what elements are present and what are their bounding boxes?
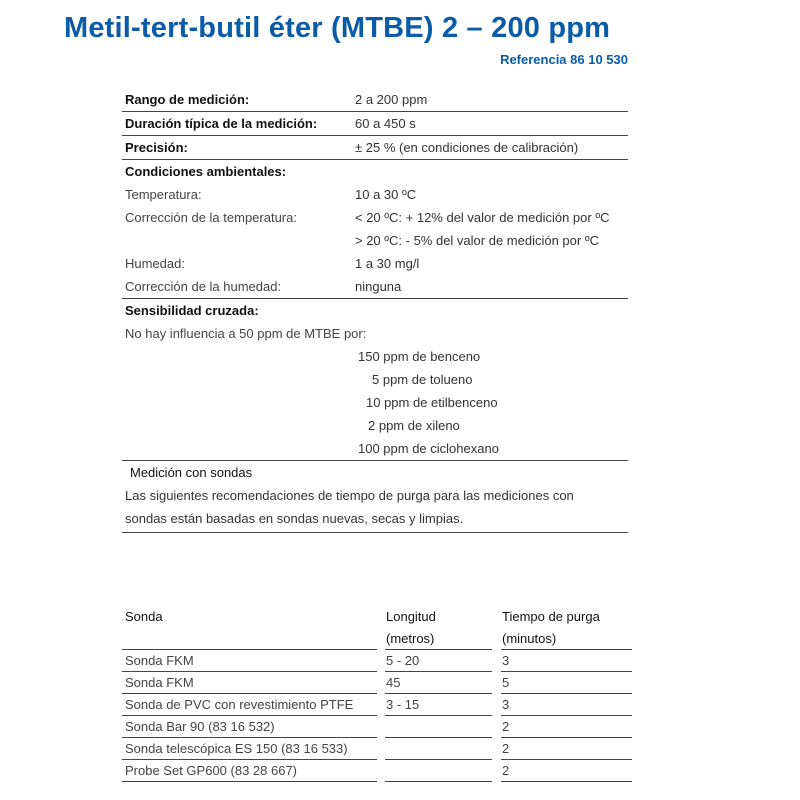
ambient-heading: Condiciones ambientales: [125, 164, 287, 179]
probe-name: Sonda FKM [125, 653, 194, 668]
spec-table [122, 88, 628, 533]
table-row [122, 738, 632, 760]
table-row [122, 672, 632, 694]
header-length-1: Longitud [386, 609, 436, 624]
probe-length: 45 [386, 675, 401, 690]
probe-name: Sonda FKM [125, 675, 194, 690]
spec-row-range [122, 88, 628, 112]
cross-item-text: 10 ppm de etilbenceno [366, 395, 498, 410]
spec-row-humidity-correction [122, 275, 628, 299]
ambient-heading-row [122, 160, 628, 183]
probe-purge: 2 [502, 719, 510, 734]
header-length-2: (metros) [386, 631, 435, 646]
cross-item-text: 2 ppm de xileno [368, 418, 460, 433]
spec-row-duration [122, 112, 628, 136]
table-row [122, 760, 632, 782]
precision-value: ± 25 % (en condiciones de calibración) [355, 140, 579, 155]
cross-item [122, 437, 628, 461]
header-probe: Sonda [125, 609, 163, 624]
reference-number: Referencia 86 10 530 [500, 52, 628, 67]
probe-heading-row [122, 461, 628, 484]
spec-row-temperature [122, 183, 628, 206]
cross-item-text: 150 ppm de benceno [358, 349, 481, 364]
probe-name: Sonda telescópica ES 150 (83 16 533) [125, 741, 348, 756]
precision-label: Precisión: [125, 140, 188, 155]
temp-correction-value-2: > 20 ºC: - 5% del valor de medición por ºC [355, 233, 599, 248]
probe-name: Probe Set GP600 (83 28 667) [125, 763, 298, 778]
cross-item [122, 414, 628, 437]
cross-item-text: 5 ppm de tolueno [372, 372, 473, 387]
cross-heading-row [122, 299, 628, 322]
probe-purge: 5 [502, 675, 510, 690]
probe-length: 5 - 20 [386, 653, 420, 668]
temperature-value: 10 a 30 ºC [355, 187, 417, 202]
probe-name: Sonda Bar 90 (83 16 532) [125, 719, 275, 734]
humidity-value: 1 a 30 mg/l [355, 256, 420, 271]
spec-row-temp-correction [122, 206, 628, 229]
probe-purge: 2 [502, 763, 510, 778]
probe-table [122, 606, 632, 782]
spec-row-temp-correction-2 [122, 229, 628, 252]
cross-intro-row [122, 322, 628, 345]
cross-item [122, 391, 628, 414]
row-rule [501, 781, 632, 782]
humidity-correction-label: Corrección de la humedad: [125, 279, 282, 294]
cross-item-text: 100 ppm de ciclohexano [358, 441, 499, 456]
spec-row-precision [122, 136, 628, 160]
probe-purge: 3 [502, 653, 510, 668]
humidity-label: Humedad: [125, 256, 185, 271]
header-purge-2: (minutos) [502, 631, 557, 646]
cross-sensitivity-heading: Sensibilidad cruzada: [125, 303, 259, 318]
cross-item [122, 368, 628, 391]
probe-name: Sonda de PVC con revestimiento PTFE [125, 697, 354, 712]
spec-row-humidity [122, 252, 628, 275]
range-value: 2 a 200 ppm [355, 92, 428, 107]
duration-value: 60 a 450 s [355, 116, 416, 131]
row-rule [122, 781, 377, 782]
temperature-label: Temperatura: [125, 187, 202, 202]
duration-label: Duración típica de la medición: [125, 116, 318, 131]
probe-purge: 2 [502, 741, 510, 756]
probe-table-header [122, 606, 632, 650]
temp-correction-label: Corrección de la temperatura: [125, 210, 297, 225]
cross-sensitivity-intro: No hay influencia a 50 ppm de MTBE por: [125, 326, 367, 341]
probe-paragraph-line: Las siguientes recomendaciones de tiempo de purga para las mediciones con [125, 488, 574, 503]
humidity-correction-value: ninguna [355, 279, 402, 294]
table-row [122, 694, 632, 716]
probe-length: 3 - 15 [386, 697, 420, 712]
cross-item [122, 345, 628, 368]
temp-correction-value-1: < 20 ºC: + 12% del valor de medición por ºC [355, 210, 610, 225]
row-rule [385, 781, 492, 782]
probe-measurement-heading: Medición con sondas [130, 465, 253, 480]
header-purge-1: Tiempo de purga [502, 609, 600, 624]
range-label: Rango de medición: [125, 92, 250, 107]
page-title: Metil-tert-butil éter (MTBE) 2 – 200 ppm [64, 12, 611, 44]
probe-purge: 3 [502, 697, 510, 712]
table-row [122, 650, 632, 672]
probe-paragraph-line: sondas están basadas en sondas nuevas, secas y limpias. [122, 507, 628, 533]
table-row [122, 716, 632, 738]
probe-paragraph [122, 484, 628, 533]
